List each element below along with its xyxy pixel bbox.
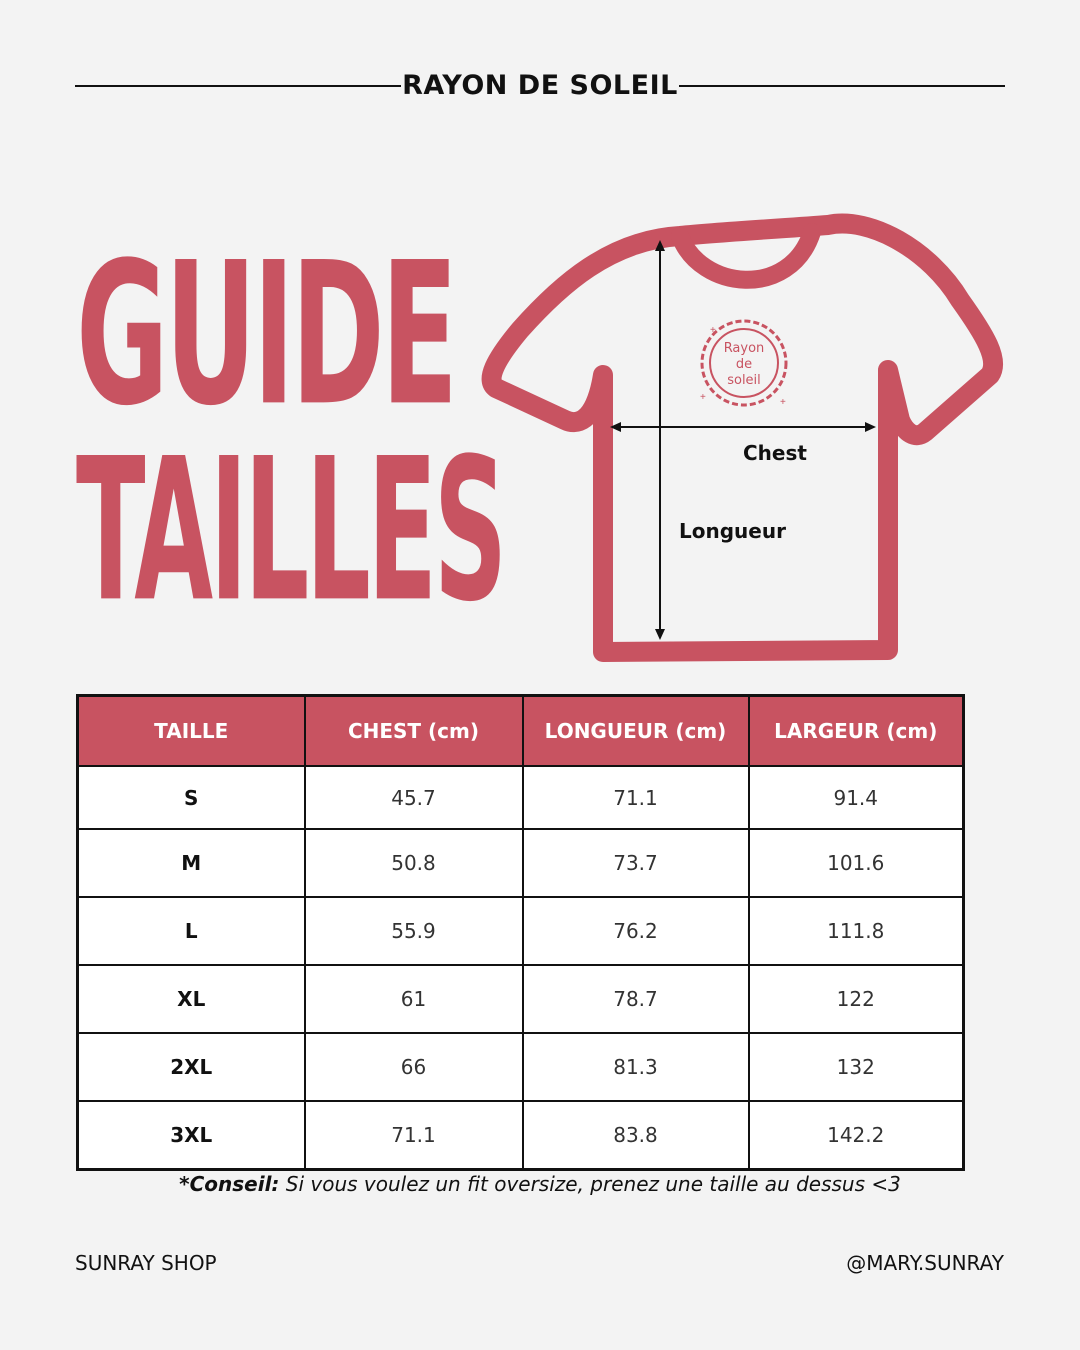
svg-text:+: + [710,325,716,336]
table-row [78,1101,964,1170]
table-row [78,766,964,829]
size-cell: M [78,829,305,897]
tip-text: Si vous voulez un fit oversize, prenez une taille au dessus <3 [279,1172,901,1196]
tshirt-diagram [470,200,1030,680]
size-cell: 3XL [78,1101,305,1170]
brand-header [75,62,1005,110]
size-table [76,694,965,1171]
column-header-width: LARGEUR (cm) [749,696,964,767]
chest-label: Chest [743,441,807,465]
width-cell: 111.8 [749,897,964,965]
chest-cell: 66 [305,1033,523,1101]
width-cell: 132 [749,1033,964,1101]
length-cell: 78.7 [523,965,749,1033]
table-header-row [78,696,964,767]
table-row [78,829,964,897]
width-cell: 142.2 [749,1101,964,1170]
width-cell: 91.4 [749,766,964,829]
chest-cell: 50.8 [305,829,523,897]
tip-label: *Conseil: [179,1172,280,1196]
length-cell: 71.1 [523,766,749,829]
length-cell: 76.2 [523,897,749,965]
title-tailles: TAILLES [76,415,504,645]
logo-word-2: de [735,357,753,372]
title-guide: GUIDE [76,219,455,449]
logo-word-1: Rayon [723,341,765,356]
length-label: Longueur [679,519,786,543]
shop-name: SUNRAY SHOP [75,1251,217,1275]
table-row [78,1033,964,1101]
width-cell: 122 [749,965,964,1033]
column-header-length: LONGUEUR (cm) [523,696,749,767]
size-cell: XL [78,965,305,1033]
chest-cell: 71.1 [305,1101,523,1170]
chest-cell: 55.9 [305,897,523,965]
social-handle: @MARY.SUNRAY [846,1251,1004,1275]
chest-cell: 61 [305,965,523,1033]
size-cell: S [78,766,305,829]
sizing-tip [0,1172,1080,1196]
column-header-size: TAILLE [78,696,305,767]
width-cell: 101.6 [749,829,964,897]
brand-title: RAYON DE SOLEIL [402,70,678,101]
length-arrow-icon [655,240,665,640]
size-cell: 2XL [78,1033,305,1101]
svg-text:+: + [700,392,706,403]
logo-word-3: soleil [727,373,761,388]
length-cell: 83.8 [523,1101,749,1170]
column-header-chest: CHEST (cm) [305,696,523,767]
length-cell: 81.3 [523,1033,749,1101]
sun-logo-icon [700,321,786,408]
table-row [78,965,964,1033]
chest-arrow-icon [610,422,876,432]
length-cell: 73.7 [523,829,749,897]
size-cell: L [78,897,305,965]
table-row [78,897,964,965]
chest-cell: 45.7 [305,766,523,829]
svg-text:+: + [780,397,786,408]
header-divider-right [679,85,1005,87]
